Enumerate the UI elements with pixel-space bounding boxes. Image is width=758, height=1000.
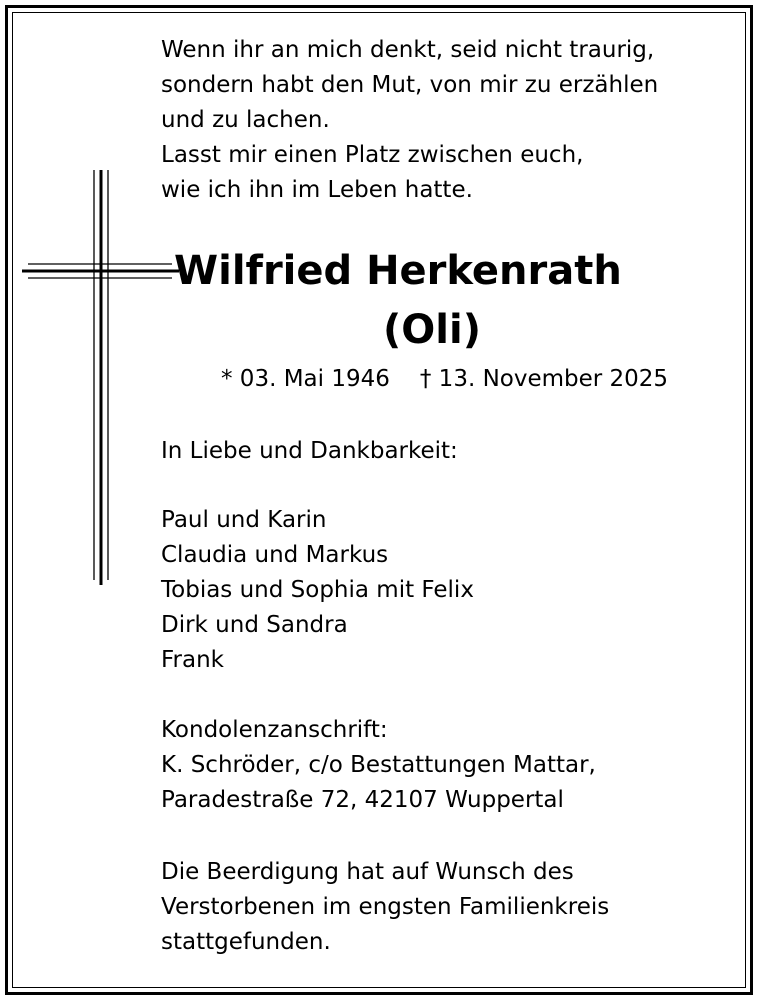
dedication: In Liebe und Dankbarkeit: <box>161 438 458 464</box>
deceased-nickname: (Oli) <box>383 307 481 353</box>
condolence-address <box>161 713 596 818</box>
birth-date: * 03. Mai 1946 <box>221 366 390 392</box>
cross-icon <box>22 170 182 590</box>
funeral-note-line: Verstorbenen im engsten Familienkreis <box>161 894 610 920</box>
mourner-name: Tobias und Sophia mit Felix <box>161 577 474 603</box>
mourners-list <box>161 503 474 678</box>
poem-block <box>161 33 658 208</box>
funeral-note <box>161 855 609 960</box>
condolence-line: K. Schröder, c/o Bestattungen Mattar, <box>161 752 596 778</box>
funeral-note-line: stattgefunden. <box>161 929 331 955</box>
poem-line: Wenn ihr an mich denkt, seid nicht traurig, <box>161 37 655 63</box>
poem-line: und zu lachen. <box>161 107 330 133</box>
poem-line: sondern habt den Mut, von mir zu erzählen <box>161 72 659 98</box>
life-dates <box>221 363 668 395</box>
condolence-heading: Kondolenzanschrift: <box>161 717 388 743</box>
poem-line: wie ich ihn im Leben hatte. <box>161 177 473 203</box>
mourner-name: Paul und Karin <box>161 507 327 533</box>
mourner-name: Frank <box>161 647 225 673</box>
poem-line: Lasst mir einen Platz zwischen euch, <box>161 142 584 168</box>
funeral-note-line: Die Beerdigung hat auf Wunsch des <box>161 859 574 885</box>
death-date: † 13. November 2025 <box>419 366 669 392</box>
mourner-name: Claudia und Markus <box>161 542 389 568</box>
mourner-name: Dirk und Sandra <box>161 612 348 638</box>
deceased-name: Wilfried Herkenrath <box>174 248 622 294</box>
condolence-line: Paradestraße 72, 42107 Wuppertal <box>161 787 564 813</box>
